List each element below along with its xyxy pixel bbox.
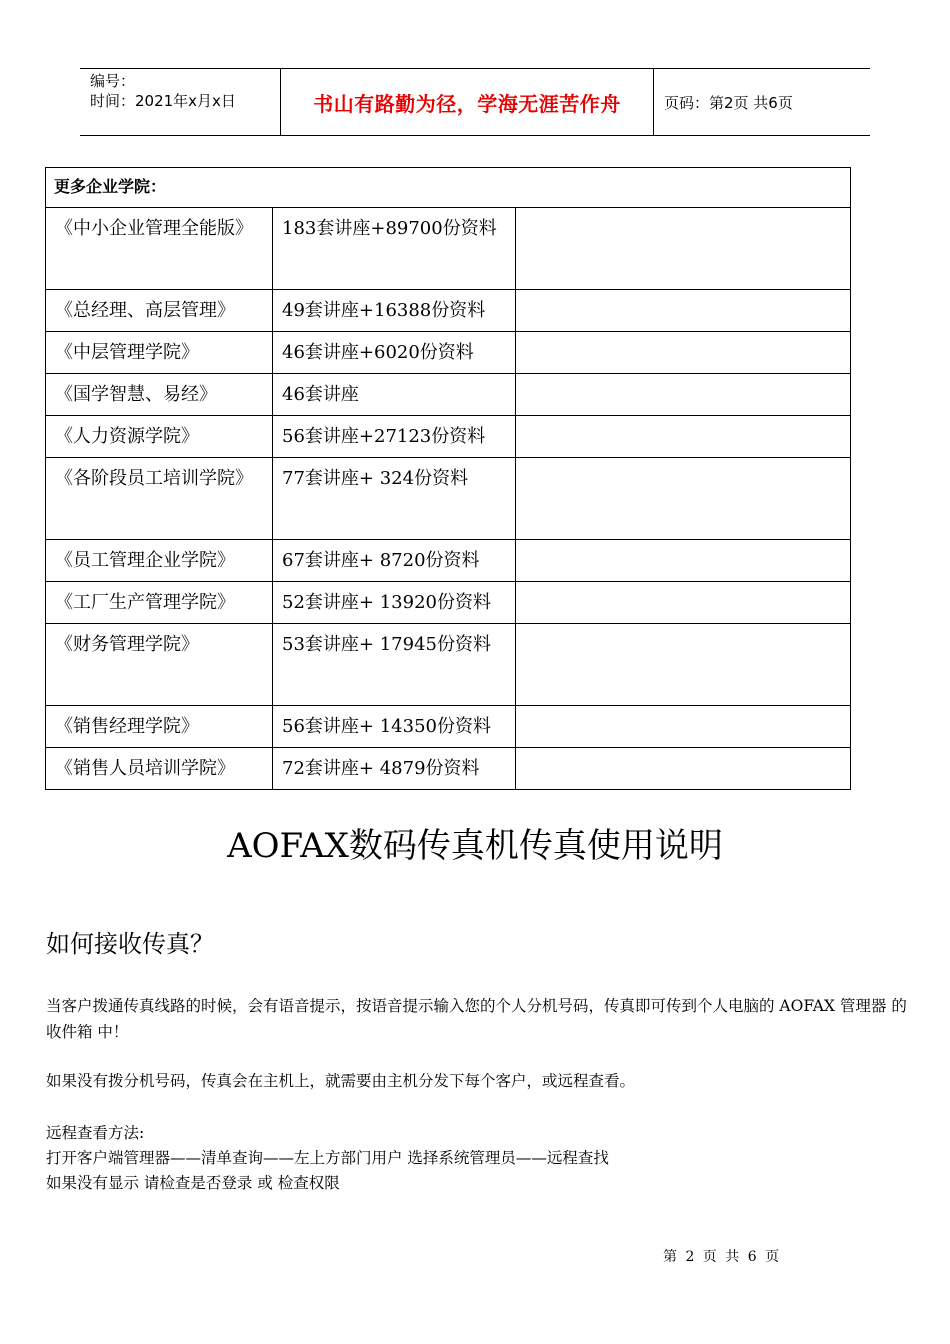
paragraph-remote-steps: 打开客户端管理器——清单查询——左上方部门用户 选择系统管理员——远程查找 xyxy=(46,1149,609,1167)
course-name: 《员工管理企业学院》 xyxy=(46,540,273,582)
course-name: 《国学智慧、易经》 xyxy=(46,374,273,416)
motto: 书山有路勤为径，学海无涯苦作舟 xyxy=(313,91,621,116)
paragraph-receive: 当客户拨通传真线路的时候，会有语音提示，按语音提示输入您的个人分机号码，传真即可传到个人电脑的 AOFAX 管理器 的收件箱 中！ xyxy=(46,997,907,1041)
code-label: 编号： xyxy=(90,72,136,90)
course-detail: 72套讲座+ 4879份资料 xyxy=(273,748,516,790)
paragraph-no-extension: 如果没有拨分机号码，传真会在主机上，就需要由主机分发下每个客户，或远程查看。 xyxy=(46,1072,636,1090)
header-motto-cell xyxy=(281,69,654,135)
table-row xyxy=(46,748,851,790)
course-detail: 183套讲座+89700份资料 xyxy=(273,208,516,290)
paragraph-check: 如果没有显示 请检查是否登录 或 检查权限 xyxy=(46,1174,340,1192)
header-meta xyxy=(80,69,281,135)
course-name: 《人力资源学院》 xyxy=(46,416,273,458)
table-row xyxy=(46,416,851,458)
course-detail: 77套讲座+ 324份资料 xyxy=(273,458,516,540)
table-heading: 更多企业学院： xyxy=(46,168,851,208)
time-label: 时间：2021年x月x日 xyxy=(90,92,236,110)
course-name: 《中层管理学院》 xyxy=(46,332,273,374)
course-detail: 67套讲座+ 8720份资料 xyxy=(273,540,516,582)
table-row xyxy=(46,706,851,748)
doc-title: AOFAX数码传真机传真使用说明 xyxy=(227,826,723,866)
course-detail: 52套讲座+ 13920份资料 xyxy=(273,582,516,624)
table-row xyxy=(46,332,851,374)
table-row xyxy=(46,374,851,416)
course-extra xyxy=(516,624,851,706)
course-detail: 56套讲座+27123份资料 xyxy=(273,416,516,458)
table-row xyxy=(46,290,851,332)
course-detail: 46套讲座+6020份资料 xyxy=(273,332,516,374)
course-detail: 49套讲座+16388份资料 xyxy=(273,290,516,332)
table-row xyxy=(46,624,851,706)
course-extra xyxy=(516,374,851,416)
course-name: 《财务管理学院》 xyxy=(46,624,273,706)
paragraph-remote-method: 远程查看方法: xyxy=(46,1124,145,1142)
course-extra xyxy=(516,582,851,624)
table-row xyxy=(46,458,851,540)
course-extra xyxy=(516,458,851,540)
course-detail: 56套讲座+ 14350份资料 xyxy=(273,706,516,748)
page-header xyxy=(80,68,870,136)
course-extra xyxy=(516,416,851,458)
course-table xyxy=(45,167,851,790)
course-detail: 46套讲座 xyxy=(273,374,516,416)
course-extra xyxy=(516,332,851,374)
course-name: 《各阶段员工培训学院》 xyxy=(46,458,273,540)
course-name: 《销售人员培训学院》 xyxy=(46,748,273,790)
header-page-info: 页码：第2页 共6页 xyxy=(664,93,793,112)
course-detail: 53套讲座+ 17945份资料 xyxy=(273,624,516,706)
table-row xyxy=(46,582,851,624)
course-name: 《工厂生产管理学院》 xyxy=(46,582,273,624)
course-extra xyxy=(516,290,851,332)
course-name: 《总经理、高层管理》 xyxy=(46,290,273,332)
table-row xyxy=(46,208,851,290)
table-row xyxy=(46,540,851,582)
course-name: 《中小企业管理全能版》 xyxy=(46,208,273,290)
course-extra xyxy=(516,748,851,790)
course-extra xyxy=(516,208,851,290)
course-name: 《销售经理学院》 xyxy=(46,706,273,748)
doc-subheading: 如何接收传真？ xyxy=(46,930,214,958)
course-extra xyxy=(516,540,851,582)
page-footer: 第 2 页 共 6 页 xyxy=(663,1249,782,1265)
course-extra xyxy=(516,706,851,748)
